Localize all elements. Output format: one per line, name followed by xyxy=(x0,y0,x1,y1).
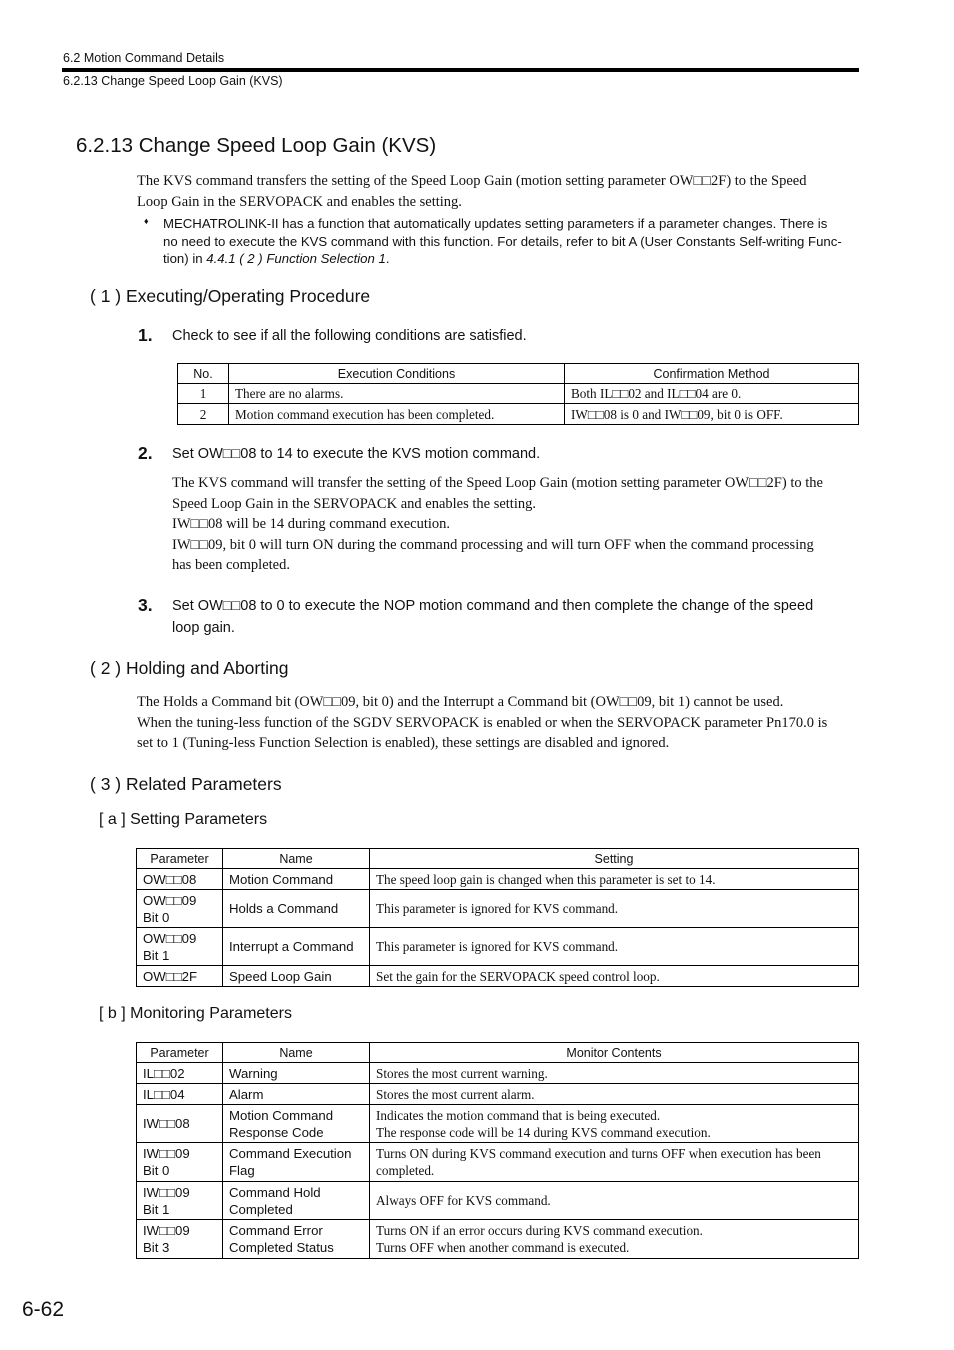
table-row xyxy=(178,404,859,425)
step-text: Set OW□□08 to 14 to execute the KVS motion command. xyxy=(172,446,541,462)
value-cell: This parameter is ignored for KVS command. xyxy=(370,928,859,966)
note-line: tion) in 4.4.1 ( 2 ) Function Selection 1. xyxy=(163,251,390,266)
table-row xyxy=(137,1105,859,1143)
value-cell: Turns ON during KVS command execution and turns OFF when execution has been completed. xyxy=(370,1143,859,1182)
note-line: no need to execute the KVS command with this function. For details, refer to bit A (User Constants Self-writing Func- xyxy=(163,233,842,249)
table-row xyxy=(137,1063,859,1084)
name-cell: Warning xyxy=(223,1063,370,1084)
table-cell: Both IL□□02 and IL□□04 are 0. xyxy=(565,384,859,404)
running-header-subsection: 6.2.13 Change Speed Loop Gain (KVS) xyxy=(63,74,283,88)
parameter-cell: OW□□08 xyxy=(137,869,223,890)
column-header: Name xyxy=(223,849,370,869)
table-header-row xyxy=(137,1043,859,1063)
column-header: Parameter xyxy=(137,1043,223,1063)
body-line: has been completed. xyxy=(172,557,290,573)
step-number: 2. xyxy=(138,443,153,463)
column-header: Parameter xyxy=(137,849,223,869)
table-header-row xyxy=(178,364,859,384)
subsection-heading-monitoring: [ b ] Monitoring Parameters xyxy=(99,1005,292,1022)
note-line: MECHATROLINK-II has a function that automatically updates setting parameters if a parameter changes. There is xyxy=(163,216,828,231)
table-row xyxy=(137,1084,859,1105)
value-cell: Stores the most current warning. xyxy=(370,1063,859,1084)
body-line: set to 1 (Tuning-less Function Selection is enabled), these settings are disabled and ignored. xyxy=(137,735,670,751)
cross-reference-link[interactable]: 4.4.1 ( 2 ) Function Selection 1 xyxy=(206,251,386,266)
table-row xyxy=(137,1182,859,1220)
setting-parameters-table xyxy=(136,848,859,987)
value-cell: This parameter is ignored for KVS command. xyxy=(370,890,859,928)
page-number: 6-62 xyxy=(22,1298,65,1321)
intro-note xyxy=(163,215,842,268)
page-title: 6.2.13 Change Speed Loop Gain (KVS) xyxy=(76,134,437,157)
table-row xyxy=(137,869,859,890)
value-cell: Always OFF for KVS command. xyxy=(370,1182,859,1220)
execution-conditions-table xyxy=(177,363,859,425)
table-header-row xyxy=(137,849,859,869)
table-cell: Motion command execution has been completed. xyxy=(229,404,565,425)
monitoring-parameters-table xyxy=(136,1042,859,1259)
value-cell: Stores the most current alarm. xyxy=(370,1084,859,1105)
value-cell: Set the gain for the SERVOPACK speed control loop. xyxy=(370,966,859,987)
name-cell: Alarm xyxy=(223,1084,370,1105)
section-heading-related: ( 3 ) Related Parameters xyxy=(90,774,282,794)
name-cell: Motion Command xyxy=(223,869,370,890)
column-header: Confirmation Method xyxy=(565,364,859,384)
column-header: Setting xyxy=(370,849,859,869)
running-header-section: 6.2 Motion Command Details xyxy=(63,51,225,65)
name-cell: Speed Loop Gain xyxy=(223,966,370,987)
body-line: IW□□08 will be 14 during command execution. xyxy=(172,516,451,532)
parameter-cell: IW□□08 xyxy=(137,1105,223,1143)
subsection-heading-setting: [ a ] Setting Parameters xyxy=(99,811,268,828)
table-row xyxy=(137,928,859,966)
parameter-cell: OW□□09 Bit 1 xyxy=(137,928,223,966)
table-row xyxy=(137,1220,859,1259)
parameter-cell: IW□□09 Bit 1 xyxy=(137,1182,223,1220)
table-cell: There are no alarms. xyxy=(229,384,565,404)
column-header: No. xyxy=(178,364,229,384)
table-cell: IW□□08 is 0 and IW□□09, bit 0 is OFF. xyxy=(565,404,859,425)
diamond-bullet-icon: ♦ xyxy=(144,216,149,226)
name-cell: Holds a Command xyxy=(223,890,370,928)
name-cell: Motion Command Response Code xyxy=(223,1105,370,1143)
body-line: IW□□09, bit 0 will turn ON during the command processing and will turn OFF when the command processing xyxy=(172,536,814,553)
body-line: The KVS command will transfer the setting of the Speed Loop Gain (motion setting parameter OW□□2F) to the xyxy=(172,475,823,491)
value-cell: The speed loop gain is changed when this parameter is set to 14. xyxy=(370,869,859,890)
body-line: When the tuning-less function of the SGDV SERVOPACK is enabled or when the SERVOPACK parameter Pn170.0 is xyxy=(137,714,828,731)
body-line: The Holds a Command bit (OW□□09, bit 0) and the Interrupt a Command bit (OW□□09, bit 1) cannot be used. xyxy=(137,694,784,710)
step-number: 3. xyxy=(138,595,153,615)
parameter-cell: IW□□09 Bit 0 xyxy=(137,1143,223,1182)
intro-line: The KVS command transfers the setting of the Speed Loop Gain (motion setting parameter OW□□2F) to the Speed xyxy=(137,173,807,189)
name-cell: Command Error Completed Status xyxy=(223,1220,370,1259)
table-row xyxy=(137,966,859,987)
holding-paragraph xyxy=(137,692,827,754)
header-rule xyxy=(62,68,859,72)
table-cell: 2 xyxy=(178,404,229,425)
step-text: Set OW□□08 to 0 to execute the NOP motion command and then complete the change of the speed loop gain. xyxy=(172,598,814,636)
parameter-cell: OW□□09 Bit 0 xyxy=(137,890,223,928)
column-header: Execution Conditions xyxy=(229,364,565,384)
value-cell: Turns ON if an error occurs during KVS command execution. Turns OFF when another command is executed. xyxy=(370,1220,859,1259)
name-cell: Command Hold Completed xyxy=(223,1182,370,1220)
table-row xyxy=(137,890,859,928)
value-cell: Indicates the motion command that is being executed. The response code will be 14 during KVS command execution. xyxy=(370,1105,859,1143)
step-text: Check to see if all the following conditions are satisfied. xyxy=(172,328,527,344)
column-header: Monitor Contents xyxy=(370,1043,859,1063)
name-cell: Interrupt a Command xyxy=(223,928,370,966)
parameter-cell: IW□□09 Bit 3 xyxy=(137,1220,223,1259)
column-header: Name xyxy=(223,1043,370,1063)
parameter-cell: OW□□2F xyxy=(137,966,223,987)
table-row xyxy=(178,384,859,404)
parameter-cell: IL□□02 xyxy=(137,1063,223,1084)
section-heading-holding: ( 2 ) Holding and Aborting xyxy=(90,658,289,678)
table-cell: 1 xyxy=(178,384,229,404)
table-row xyxy=(137,1143,859,1182)
step-number: 1. xyxy=(138,325,153,345)
intro-line: Loop Gain in the SERVOPACK and enables the setting. xyxy=(137,193,462,210)
step2-body xyxy=(172,473,823,576)
parameter-cell: IL□□04 xyxy=(137,1084,223,1105)
section-heading-procedure: ( 1 ) Executing/Operating Procedure xyxy=(90,286,371,306)
body-line: Speed Loop Gain in the SERVOPACK and enables the setting. xyxy=(172,495,536,512)
name-cell: Command Execution Flag xyxy=(223,1143,370,1182)
intro-paragraph xyxy=(137,171,806,212)
